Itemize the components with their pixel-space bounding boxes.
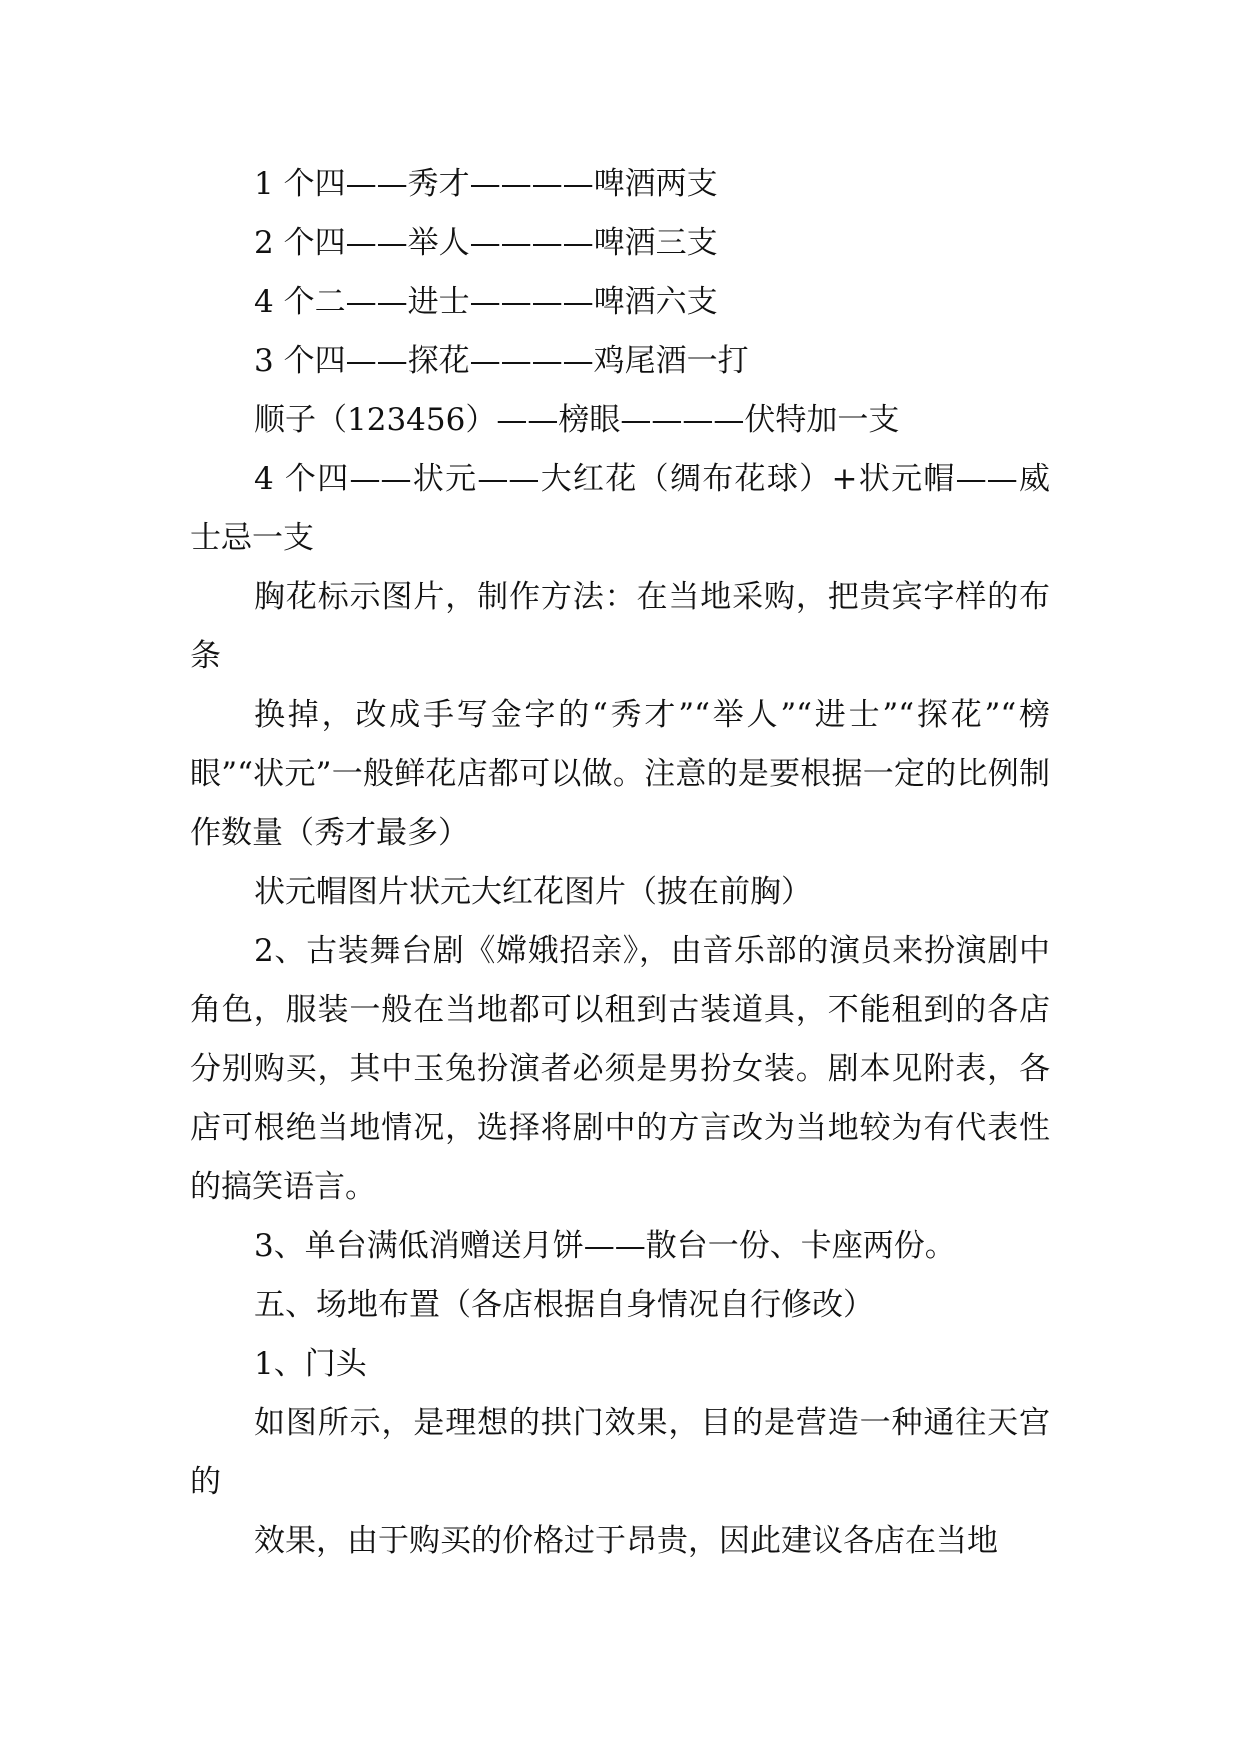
paragraph-hat-images: 状元帽图片状元大红花图片（披在前胸） <box>254 874 812 910</box>
section-heading-venue: 五、场地布置（各店根据自身情况自行修改） <box>254 1287 874 1323</box>
paragraph-mooncake-gift: 3、单台满低消赠送月饼——散台一份、卡座两份。 <box>254 1228 956 1264</box>
prize-line-juren: 2 个四——举人————啤酒三支 <box>254 225 718 261</box>
paragraph-arch-effect: 如图所示，是理想的拱门效果，目的是营造一种通往天宫的 <box>190 1405 1050 1500</box>
paragraph-arch-cost: 效果，由于购买的价格过于昂贵，因此建议各店在当地 <box>254 1523 998 1559</box>
paragraph-corsage-text: 换掉，改成手写金字的“秀才”“举人”“进士”“探花”“榜眼”“状元”一般鲜花店都可以做。注意的是要根据一定的比例制作数量（秀才最多） <box>190 697 1050 851</box>
prize-line-xiucai: 1 个四——秀才————啤酒两支 <box>254 166 718 202</box>
prize-line-zhuangyuan: 4 个四——状元——大红花（绸布花球）+状元帽——威士忌一支 <box>190 461 1050 556</box>
prize-line-jinshi: 4 个二——进士————啤酒六支 <box>254 284 718 320</box>
prize-line-bangyan: 顺子（123456）——榜眼————伏特加一支 <box>254 402 900 438</box>
document-body <box>190 155 1050 1571</box>
subheading-entrance: 1、门头 <box>254 1346 367 1382</box>
paragraph-stage-play: 2、古装舞台剧《嫦娥招亲》，由音乐部的演员来扮演剧中角色，服装一般在当地都可以租到古装道具，不能租到的各店分别购买，其中玉兔扮演者必须是男扮女装。剧本见附表，各店可根绝当地情况，选择将剧中的方言改为当地较为有代表性的搞笑语言。 <box>190 933 1050 1205</box>
paragraph-corsage-method: 胸花标示图片，制作方法：在当地采购，把贵宾字样的布条 <box>190 579 1050 674</box>
prize-line-tanhua: 3 个四——探花————鸡尾酒一打 <box>254 343 749 379</box>
